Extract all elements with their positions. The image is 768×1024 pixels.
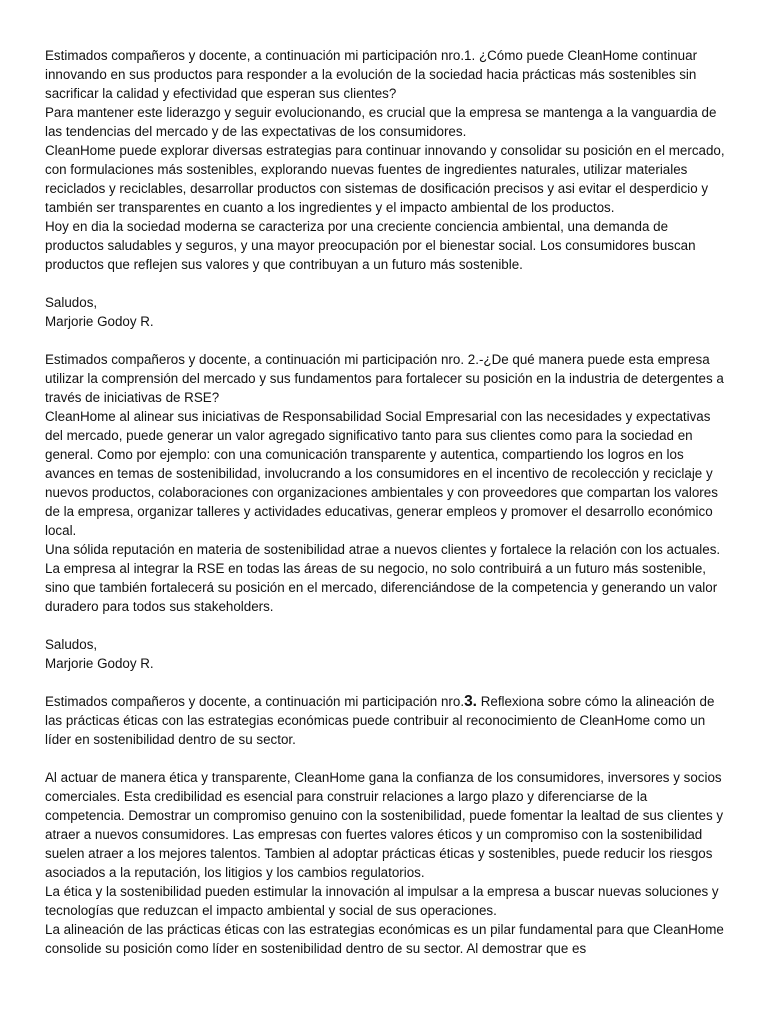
spacer [45,749,725,768]
participation-3-number: 3. [464,693,477,710]
participation-1-paragraph-3: Hoy en dia la sociedad moderna se caracteriza por una creciente conciencia ambiental, una demanda de productos saludables y seguros, y una mayor preocupación por el bienestar social. Los consumidores buscan productos que reflejen sus valores y que contribuyan a un futuro más sostenible. [45,219,696,272]
participation-2-greeting: Saludos, [45,637,98,652]
participation-1-signature: Marjorie Godoy R. [45,314,154,329]
document-page [45,46,725,958]
participation-3-question [45,692,725,749]
spacer [45,274,725,293]
participation-3-paragraph-2: La ética y la sostenibilidad pueden estimular la innovación al impulsar a la empresa a buscar nuevas soluciones y tecnologías que reduzcan el impacto ambiental y social de sus operaciones. [45,884,719,918]
participation-3-paragraph-3: La alineación de las prácticas éticas con las estrategias económicas es un pilar fundamental para que CleanHome consolide su posición como líder en sostenibilidad dentro de su sector. Al demostrar que es [45,922,724,956]
participation-2-paragraph-2: Una sólida reputación en materia de sostenibilidad atrae a nuevos clientes y fortalece la relación con los actuales. [45,542,721,557]
participation-3-question-prefix: Estimados compañeros y docente, a continuación mi participación nro. [45,694,465,709]
participation-2-question: Estimados compañeros y docente, a continuación mi participación nro. 2.-¿De qué manera puede esta empresa utilizar la comprensión del mercado y sus fundamentos para fortalecer su posición en la industria de detergentes a través de iniciativas de RSE? [45,352,724,405]
participation-3-paragraph-1: Al actuar de manera ética y transparente, CleanHome gana la confianza de los consumidores, inversores y socios comerciales. Esta credibilidad es esencial para construir relaciones a largo plazo y diferenciarse de la competencia. Demostrar un compromiso genuino con la sostenibilidad, puede fomentar la lealtad de sus clientes y atraer a nuevos consumidores. Las empresas con fuertes valores éticos y un compromiso con la sostenibilidad suelen atraer a los mejores talentos. Tambien al adoptar prácticas éticas y sostenibles, puede reducir los riesgos asociados a la reputación, los litigios y los cambios regulatorios. [45,770,724,880]
participation-1-question: Estimados compañeros y docente, a continuación mi participación nro.1. ¿Cómo puede CleanHome continuar innovando en sus productos para responder a la evolución de la sociedad hacia prácticas más sostenibles sin sacrificar la calidad y efectividad que esperan sus clientes? [45,48,698,101]
spacer [45,616,725,635]
spacer [45,673,725,692]
participation-2-paragraph-1: CleanHome al alinear sus iniciativas de Responsabilidad Social Empresarial con las necesidades y expectativas del mercado, puede generar un valor agregado significativo tanto para sus clientes como para la sociedad en general. Como por ejemplo: con una comunicación transparente y autentica, compartiendo los logros en los avances en temas de sostenibilidad, involucrando a los consumidores en el incentivo de recolección y reciclaje y nuevos productos, colaboraciones con organizaciones ambientales y con proveedores que compartan los valores de la empresa, organizar talleres y actividades educativas, generar empleos y promover el desarrollo económico local. [45,409,718,538]
participation-2-signature: Marjorie Godoy R. [45,656,154,671]
participation-1-greeting: Saludos, [45,295,98,310]
participation-1-paragraph-1: Para mantener este liderazgo y seguir evolucionando, es crucial que la empresa se mantenga a la vanguardia de las tendencias del mercado y de las expectativas de los consumidores. [45,105,717,139]
participation-2-paragraph-3: La empresa al integrar la RSE en todas las áreas de su negocio, no solo contribuirá a un futuro más sostenible, sino que también fortalecerá su posición en el mercado, diferenciándose de la competencia y generando un valor duradero para todos sus stakeholders. [45,561,718,614]
participation-1-paragraph-2: CleanHome puede explorar diversas estrategias para continuar innovando y consolidar su posición en el mercado, con formulaciones más sostenibles, explorando nuevas fuentes de ingredientes naturales, utilizar materiales reciclados y reciclables, desarrollar productos con sistemas de dosificación precisos y asi evitar el desperdicio y también ser transparentes en cuanto a los ingredientes y el impacto ambiental de los productos. [45,143,725,215]
spacer [45,331,725,350]
participation-3-question-rest: Reflexiona sobre cómo la alineación de las prácticas éticas con las estrategias económicas puede contribuir al reconocimiento de CleanHome como un líder en sostenibilidad dentro de su sector. [45,694,715,747]
